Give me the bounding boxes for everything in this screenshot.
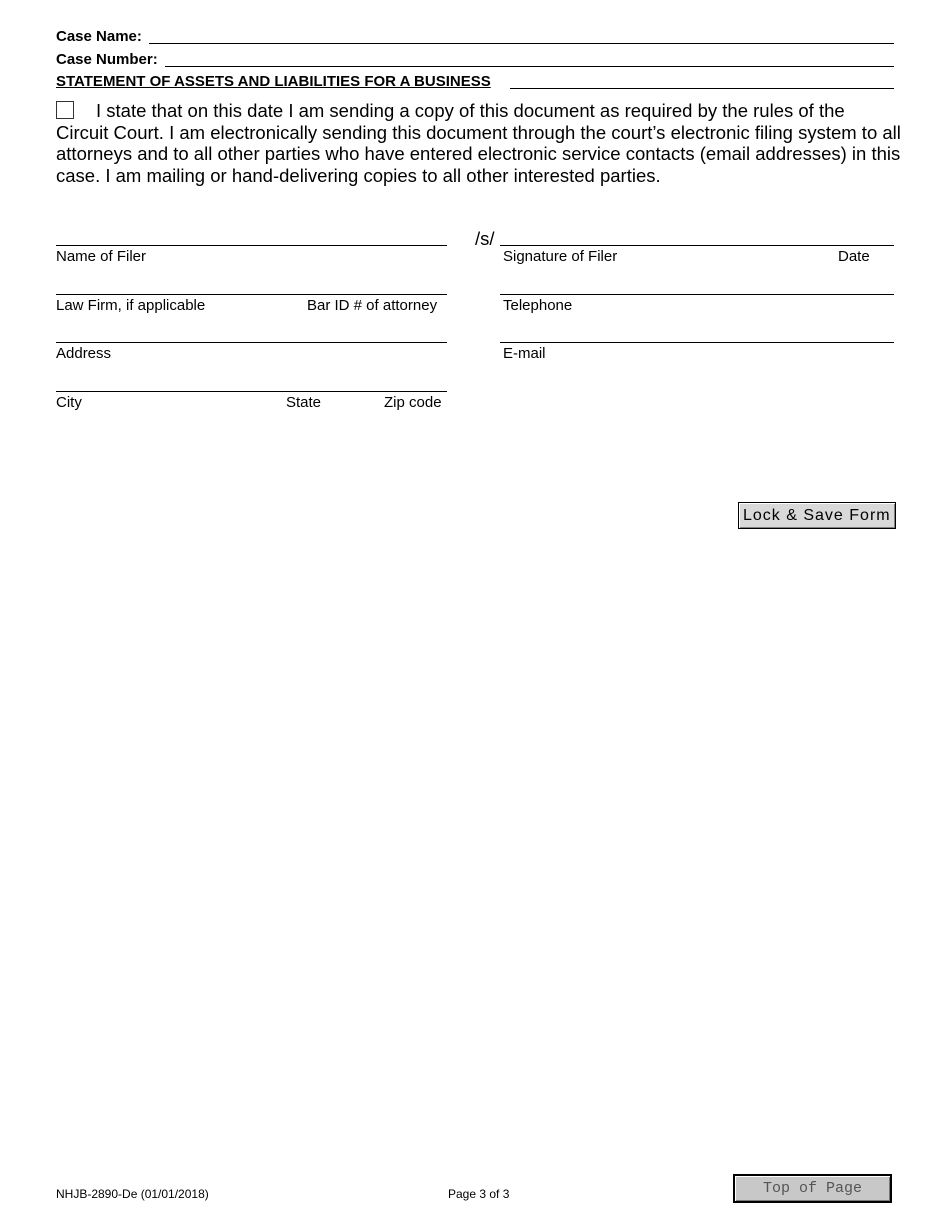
date-label: Date [838, 248, 870, 265]
state-label: State [286, 394, 322, 411]
page-number: Page 3 of 3 [448, 1187, 510, 1201]
certification-checkbox[interactable] [56, 101, 74, 119]
bar-id-label: Bar ID # of attorney [307, 297, 438, 314]
law-firm-field[interactable] [56, 294, 447, 295]
city-state-zip-field[interactable] [56, 391, 447, 392]
certification-text: I state that on this date I am sending a copy of this document as required by the rules of the Circuit Court. I am electronically sending this document through the court’s electronic filing system to all attorneys and to all other parties who have entered electronic service contacts (email addresses) in this case. I am mailing or hand-delivering copies to all other interested parties. [56, 100, 901, 186]
telephone-label: Telephone [503, 297, 573, 314]
address-label: Address [56, 345, 112, 362]
address-field[interactable] [56, 342, 447, 343]
email-label: E-mail [503, 345, 546, 362]
email-field[interactable] [500, 342, 894, 343]
telephone-field[interactable] [500, 294, 894, 295]
title-rule [510, 88, 894, 89]
law-firm-label: Law Firm, if applicable [56, 297, 206, 314]
filer-name-field[interactable] [56, 245, 447, 246]
case-number-label: Case Number: [56, 51, 158, 68]
signature-prefix: /s/ [475, 228, 495, 249]
zip-code-label: Zip code [384, 394, 442, 411]
case-number-field[interactable] [165, 66, 894, 67]
form-title: STATEMENT OF ASSETS AND LIABILITIES FOR A BUSINESS [56, 73, 491, 90]
city-label: City [56, 394, 82, 411]
signature-field[interactable] [500, 245, 894, 246]
top-of-page-button[interactable]: Top of Page [733, 1174, 892, 1203]
form-id: NHJB-2890-De (01/01/2018) [56, 1187, 209, 1201]
name-of-filer-label: Name of Filer [56, 248, 147, 265]
lock-save-form-button[interactable]: Lock & Save Form [738, 502, 896, 529]
certification-block [56, 100, 901, 186]
case-name-label: Case Name: [56, 28, 142, 45]
signature-of-filer-label: Signature of Filer [503, 248, 618, 265]
case-name-field[interactable] [149, 43, 894, 44]
